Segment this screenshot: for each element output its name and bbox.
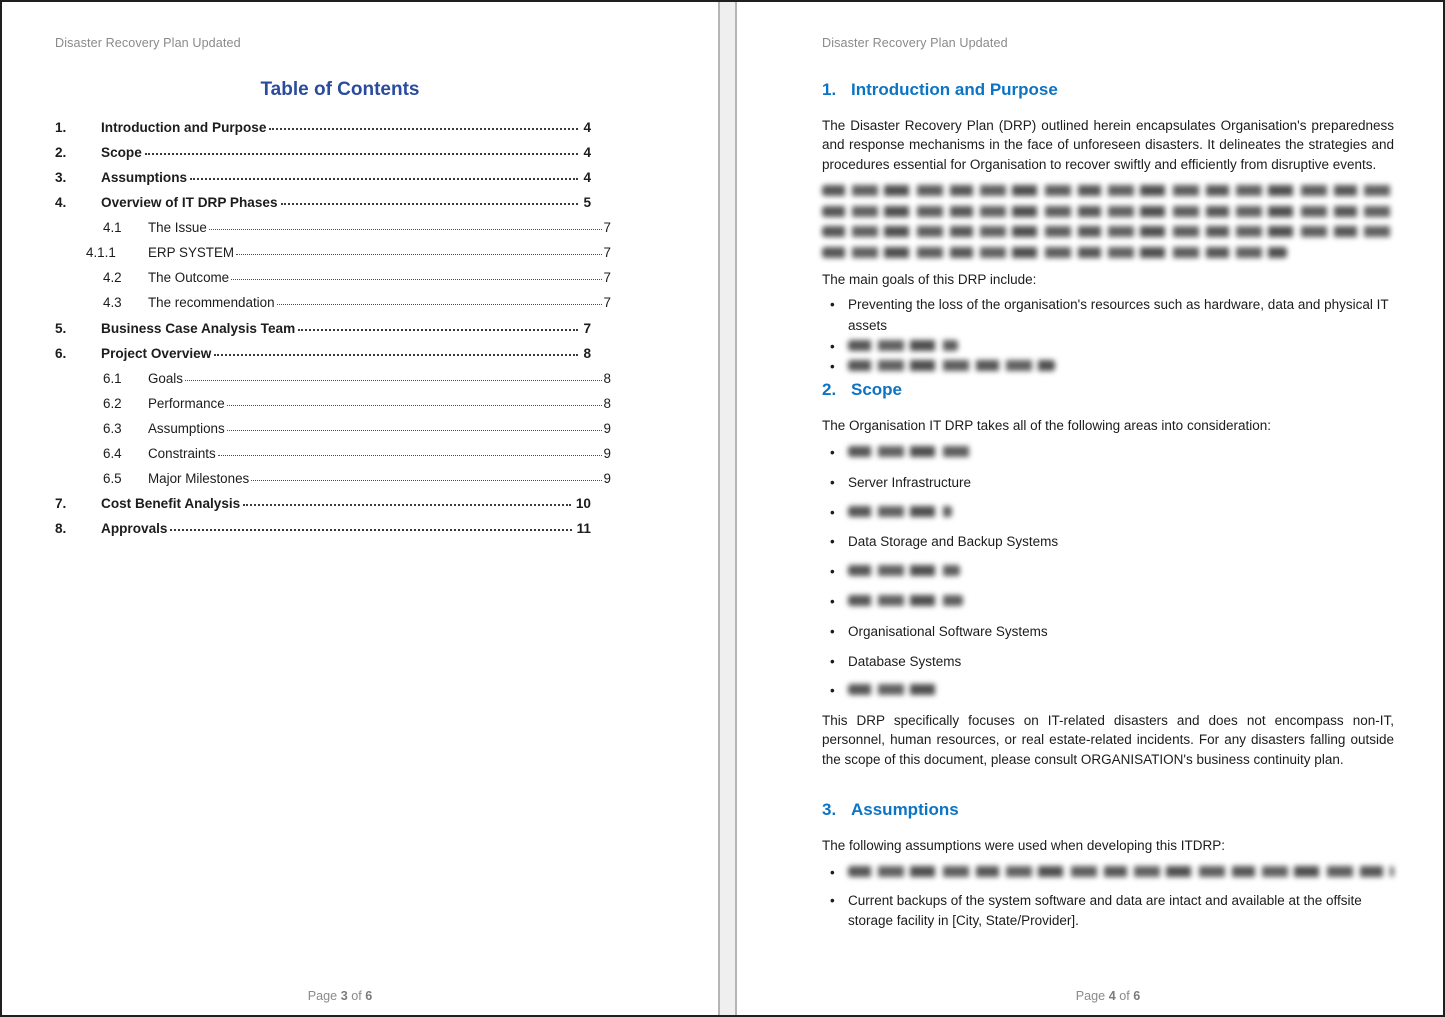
- toc-entry-label: Performance: [148, 395, 225, 411]
- toc-entry-number: 6.3: [103, 420, 122, 436]
- dotted-leader: [145, 153, 579, 155]
- toc-entry-number: 4.1.1: [86, 245, 116, 261]
- list-item: [822, 475, 1394, 492]
- toc-entry-label: Introduction and Purpose: [101, 120, 267, 135]
- toc-entry-number: 7.: [55, 495, 67, 511]
- toc-entry[interactable]: [55, 190, 625, 215]
- section-heading-scope: [822, 380, 1394, 400]
- toc-entry-page: 4: [583, 145, 591, 161]
- toc-entry-page: 4: [583, 120, 591, 135]
- toc-entry-page: 7: [583, 320, 591, 336]
- toc-entry-number: 6.1: [103, 370, 122, 386]
- toc-entry[interactable]: [55, 441, 625, 466]
- toc-entry-page: 10: [575, 495, 591, 511]
- toc-entry-label: Project Overview: [101, 345, 212, 361]
- toc-entry-label: The Outcome: [148, 270, 230, 286]
- toc-entry-label: The recommendation: [148, 295, 275, 311]
- bullet-icon: •: [830, 893, 835, 909]
- toc-entry-label: Scope: [101, 145, 142, 161]
- list-item: [822, 594, 1394, 611]
- toc-entry[interactable]: [55, 215, 625, 240]
- dotted-leader: [251, 480, 601, 481]
- bullet-icon: •: [830, 865, 835, 880]
- list-item-text: Organisational Software Systems: [848, 623, 1048, 639]
- toc-entry-label: Goals: [148, 370, 183, 386]
- dotted-leader: [243, 504, 571, 506]
- toc-entry-number: 4.3: [103, 295, 122, 311]
- list-item: [822, 295, 1394, 337]
- bullet-icon: •: [830, 653, 835, 669]
- toc-entry[interactable]: [55, 316, 625, 341]
- table-of-contents: [55, 115, 625, 541]
- bullet-icon: •: [830, 564, 835, 580]
- dotted-leader: [281, 203, 579, 205]
- list-item: [822, 624, 1394, 641]
- intro-paragraph: The Disaster Recovery Plan (DRP) outlined herein encapsulates Organisation's preparedness and response mechanisms in the face of unforeseen disasters. It delineates the strategies and procedures essential for Organisation to recover swiftly and efficiently from disruptive events.: [822, 118, 1394, 172]
- dotted-leader: [231, 279, 601, 280]
- toc-entry-label: Approvals: [101, 521, 168, 536]
- toc-entry[interactable]: [55, 165, 625, 190]
- list-item: [822, 357, 1394, 378]
- dotted-leader: [185, 380, 602, 381]
- toc-entry-page: 7: [603, 270, 611, 286]
- toc-entry[interactable]: [55, 366, 625, 391]
- assumptions-lead: The following assumptions were used when developing this ITDRP:: [822, 838, 1225, 853]
- blurred-text-line: [822, 206, 1394, 217]
- toc-entry-number: 6.: [55, 345, 67, 361]
- list-item-text: Preventing the loss of the organisation's resources such as hardware, data and physical IT assets: [848, 297, 1389, 333]
- document-page-4: [737, 0, 1445, 1017]
- footer-label: of: [351, 989, 362, 1003]
- toc-entry-page: 4: [583, 170, 591, 186]
- toc-entry[interactable]: [55, 290, 625, 315]
- toc-entry-number: 6.4: [103, 445, 122, 461]
- goals-lead: The main goals of this DRP include:: [822, 272, 1037, 287]
- list-item: [822, 683, 1394, 700]
- toc-entry-number: 5.: [55, 320, 67, 336]
- dotted-leader: [190, 178, 578, 180]
- footer-page-number: 4: [1108, 989, 1116, 1003]
- section-heading-introduction: [822, 80, 1394, 100]
- footer-page-total: 6: [1133, 989, 1141, 1003]
- toc-entry[interactable]: [55, 240, 625, 265]
- blurred-text-line: [848, 565, 960, 576]
- toc-entry[interactable]: [55, 516, 625, 541]
- toc-entry-label: The Issue: [148, 220, 207, 236]
- bullet-icon: •: [830, 338, 835, 354]
- blurred-text-line: [848, 684, 940, 695]
- assumptions-list: [822, 863, 1394, 939]
- toc-entry[interactable]: [55, 265, 625, 290]
- toc-entry-label: Assumptions: [148, 420, 225, 436]
- dotted-leader: [218, 455, 602, 456]
- bullet-icon: •: [830, 623, 835, 639]
- list-item-text: Current backups of the system software and data are intact and available at the offsite storage facility in [City, State/Provider].: [848, 893, 1362, 928]
- dotted-leader: [214, 354, 578, 356]
- toc-entry-page: 5: [583, 195, 591, 211]
- toc-entry-label: Major Milestones: [148, 470, 250, 486]
- running-header: Disaster Recovery Plan Updated: [55, 36, 241, 50]
- toc-entry-number: 6.5: [103, 470, 122, 486]
- footer-label: of: [1119, 989, 1130, 1003]
- list-item: [822, 564, 1394, 581]
- bullet-icon: •: [830, 534, 835, 550]
- dotted-leader: [227, 405, 602, 406]
- toc-entry[interactable]: [55, 491, 625, 516]
- list-item: [822, 891, 1394, 930]
- toc-entry-page: 8: [603, 370, 611, 386]
- toc-entry[interactable]: [55, 466, 625, 491]
- dotted-leader: [209, 229, 602, 230]
- list-item: [822, 505, 1394, 522]
- toc-entry[interactable]: [55, 416, 625, 441]
- toc-entry-number: 2.: [55, 145, 67, 161]
- blurred-text-line: [848, 360, 1055, 371]
- blurred-text-line: [848, 506, 952, 517]
- running-header: Disaster Recovery Plan Updated: [822, 36, 1008, 50]
- blurred-text-line: [848, 595, 963, 606]
- toc-entry[interactable]: [55, 391, 625, 416]
- list-item-text: Server Infrastructure: [848, 474, 972, 490]
- blurred-paragraph: [822, 185, 1394, 267]
- blurred-text-line: [822, 247, 1287, 258]
- toc-entry[interactable]: [55, 115, 625, 140]
- toc-entry-page: 9: [603, 420, 611, 436]
- list-item: [822, 654, 1394, 671]
- section-title: Scope: [851, 380, 903, 399]
- toc-entry-number: 1.: [55, 120, 67, 135]
- toc-entry-number: 4.: [55, 195, 67, 211]
- footer-page-number: 3: [340, 989, 348, 1003]
- blurred-text-line: [848, 340, 958, 351]
- toc-entry-number: 3.: [55, 170, 67, 186]
- bullet-icon: •: [830, 359, 835, 375]
- toc-entry-label: ERP SYSTEM: [148, 245, 235, 261]
- toc-entry-label: Cost Benefit Analysis: [101, 495, 241, 511]
- document-page-3: [0, 0, 718, 1017]
- toc-entry[interactable]: [55, 341, 625, 366]
- page-footer: [822, 989, 1394, 1003]
- goals-list: [822, 295, 1394, 378]
- section-heading-assumptions: [822, 800, 1394, 820]
- section-number: 3.: [822, 800, 837, 819]
- section-number: 2.: [822, 380, 837, 399]
- dotted-leader: [298, 329, 578, 331]
- toc-entry-label: Assumptions: [101, 170, 188, 186]
- toc-entry-label: Business Case Analysis Team: [101, 320, 296, 336]
- toc-entry-label: Overview of IT DRP Phases: [101, 195, 278, 211]
- bullet-icon: •: [830, 683, 835, 699]
- list-item: [822, 445, 1394, 462]
- bullet-icon: •: [830, 297, 835, 312]
- toc-entry-page: 7: [603, 245, 611, 261]
- footer-label: Page: [307, 989, 338, 1003]
- scope-lead: The Organisation IT DRP takes all of the following areas into consideration:: [822, 418, 1271, 433]
- toc-entry-page: 11: [576, 521, 591, 536]
- blurred-text-line: [822, 226, 1394, 237]
- section-number: 1.: [822, 80, 837, 99]
- bullet-icon: •: [830, 504, 835, 520]
- list-item: [822, 337, 1394, 358]
- list-item: [822, 534, 1394, 551]
- dotted-leader: [227, 430, 602, 431]
- toc-entry-number: 8.: [55, 521, 67, 536]
- bullet-icon: •: [830, 593, 835, 609]
- blurred-text-line: [822, 185, 1394, 196]
- toc-entry-page: 8: [583, 345, 591, 361]
- list-item: [822, 863, 1394, 882]
- section-title: Assumptions: [851, 800, 959, 819]
- dotted-leader: [236, 254, 601, 255]
- bullet-icon: •: [830, 474, 835, 490]
- toc-entry-number: 4.2: [103, 270, 122, 286]
- bullet-icon: •: [830, 445, 835, 460]
- list-item-text: Data Storage and Backup Systems: [848, 534, 1059, 550]
- toc-entry-label: Constraints: [148, 445, 216, 461]
- dotted-leader: [277, 304, 602, 305]
- toc-title: Table of Contents: [260, 79, 420, 100]
- toc-entry-page: 8: [603, 395, 611, 411]
- blurred-text-line: [848, 446, 973, 457]
- scope-areas-list: [822, 445, 1394, 713]
- footer-page-total: 6: [365, 989, 373, 1003]
- toc-entry-page: 9: [603, 470, 611, 486]
- list-item-text: Database Systems: [848, 653, 962, 669]
- footer-label: Page: [1075, 989, 1106, 1003]
- scope-outro-paragraph: This DRP specifically focuses on IT-related disasters and does not encompass non-IT, personnel, human resources, or real estate-related incidents. For any disasters falling outside the scope of this document, please consult ORGANISATION's business continuity plan.: [822, 713, 1394, 767]
- blurred-text-line: [848, 866, 1394, 877]
- toc-entry-page: 9: [603, 445, 611, 461]
- toc-entry[interactable]: [55, 140, 625, 165]
- toc-entry-page: 7: [603, 220, 611, 236]
- toc-entry-page: 7: [603, 295, 611, 311]
- dotted-leader: [170, 529, 571, 531]
- page-gutter: [718, 0, 737, 1017]
- toc-entry-number: 6.2: [103, 395, 122, 411]
- dotted-leader: [269, 128, 578, 130]
- section-title: Introduction and Purpose: [851, 80, 1058, 99]
- page-footer: [55, 989, 625, 1003]
- toc-entry-number: 4.1: [103, 220, 122, 236]
